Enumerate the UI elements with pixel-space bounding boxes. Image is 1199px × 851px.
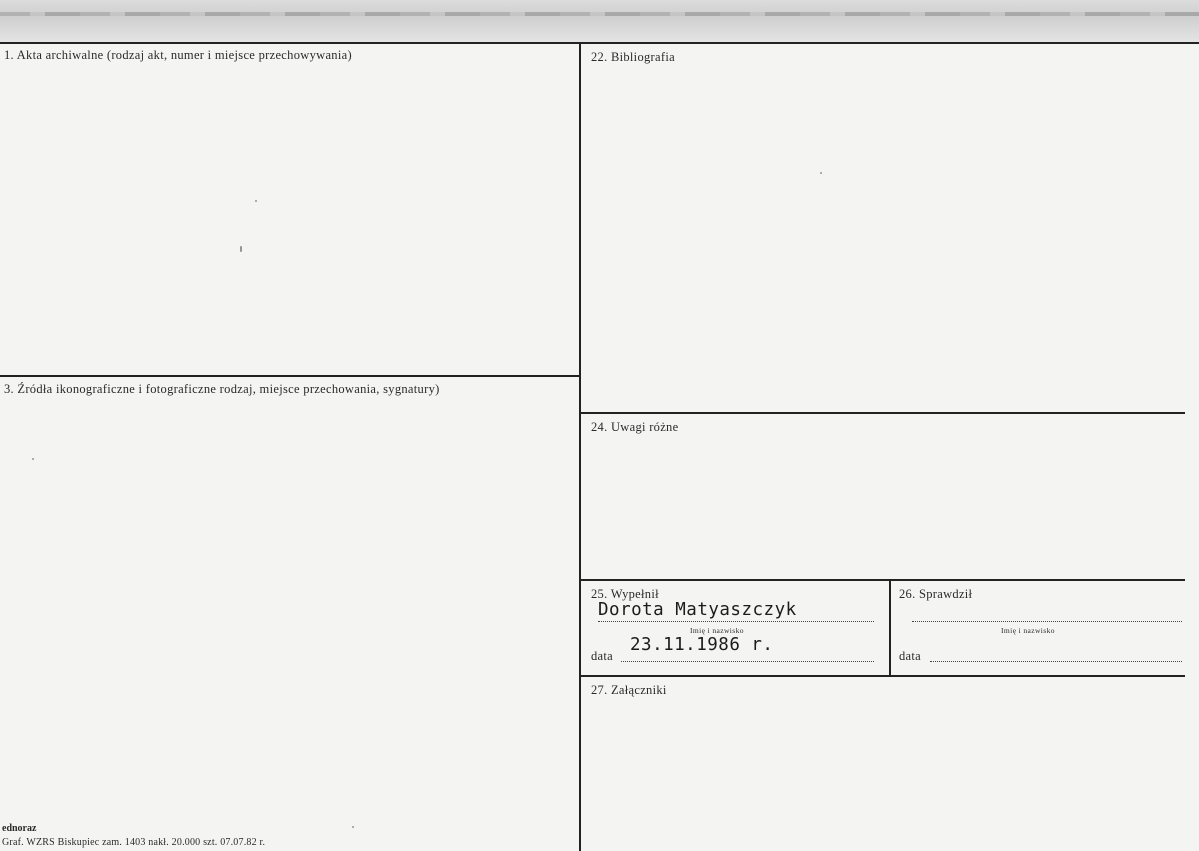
scan-speck bbox=[352, 826, 354, 828]
scan-speck bbox=[820, 172, 822, 174]
checked-by-name-line bbox=[912, 621, 1182, 622]
section-24-label: 24. Uwagi różne bbox=[591, 420, 679, 434]
filled-by-name-caption: Imię i nazwisko bbox=[690, 626, 744, 635]
rule-left-middle bbox=[0, 375, 580, 377]
section-27-label: 27. Załączniki bbox=[591, 683, 667, 697]
filled-by-date-line bbox=[621, 661, 874, 662]
torn-top-edge bbox=[0, 0, 1199, 42]
rule-right-1 bbox=[580, 412, 1185, 414]
filled-by-name: Dorota Matyaszczyk bbox=[598, 600, 797, 620]
scan-speck bbox=[255, 200, 257, 202]
scan-speck bbox=[240, 246, 242, 252]
footer-line-1: ednoraz bbox=[2, 823, 37, 834]
section-21-label: 1. Akta archiwalne (rodzaj akt, numer i miejsce przechowywania) bbox=[4, 48, 352, 62]
checked-by-date-label: data bbox=[899, 649, 922, 663]
top-rule bbox=[0, 42, 1199, 44]
section-26-label: 26. Sprawdził bbox=[899, 587, 973, 601]
rule-right-3 bbox=[580, 675, 1185, 677]
center-divider bbox=[579, 42, 581, 851]
footer-printer-line: Graf. WZRS Biskupiec zam. 1403 nakł. 20.000 szt. 07.07.82 r. bbox=[2, 837, 266, 848]
filled-by-name-line bbox=[598, 621, 874, 622]
filled-by-date: 23.11.1986 r. bbox=[630, 635, 774, 655]
rule-right-2 bbox=[580, 579, 1185, 581]
scan-speck bbox=[32, 458, 34, 460]
filled-by-date-label: data bbox=[591, 649, 614, 663]
section-25-label: 25. Wypełnił bbox=[591, 587, 659, 601]
checked-by-date-line bbox=[930, 661, 1182, 662]
divider-25-26 bbox=[889, 580, 891, 676]
section-22-label: 22. Bibliografia bbox=[591, 50, 675, 64]
section-23-label: 3. Źródła ikonograficzne i fotograficzne rodzaj, miejsce przechowania, sygnatury) bbox=[4, 382, 440, 396]
checked-by-name-caption: Imię i nazwisko bbox=[1001, 626, 1055, 635]
